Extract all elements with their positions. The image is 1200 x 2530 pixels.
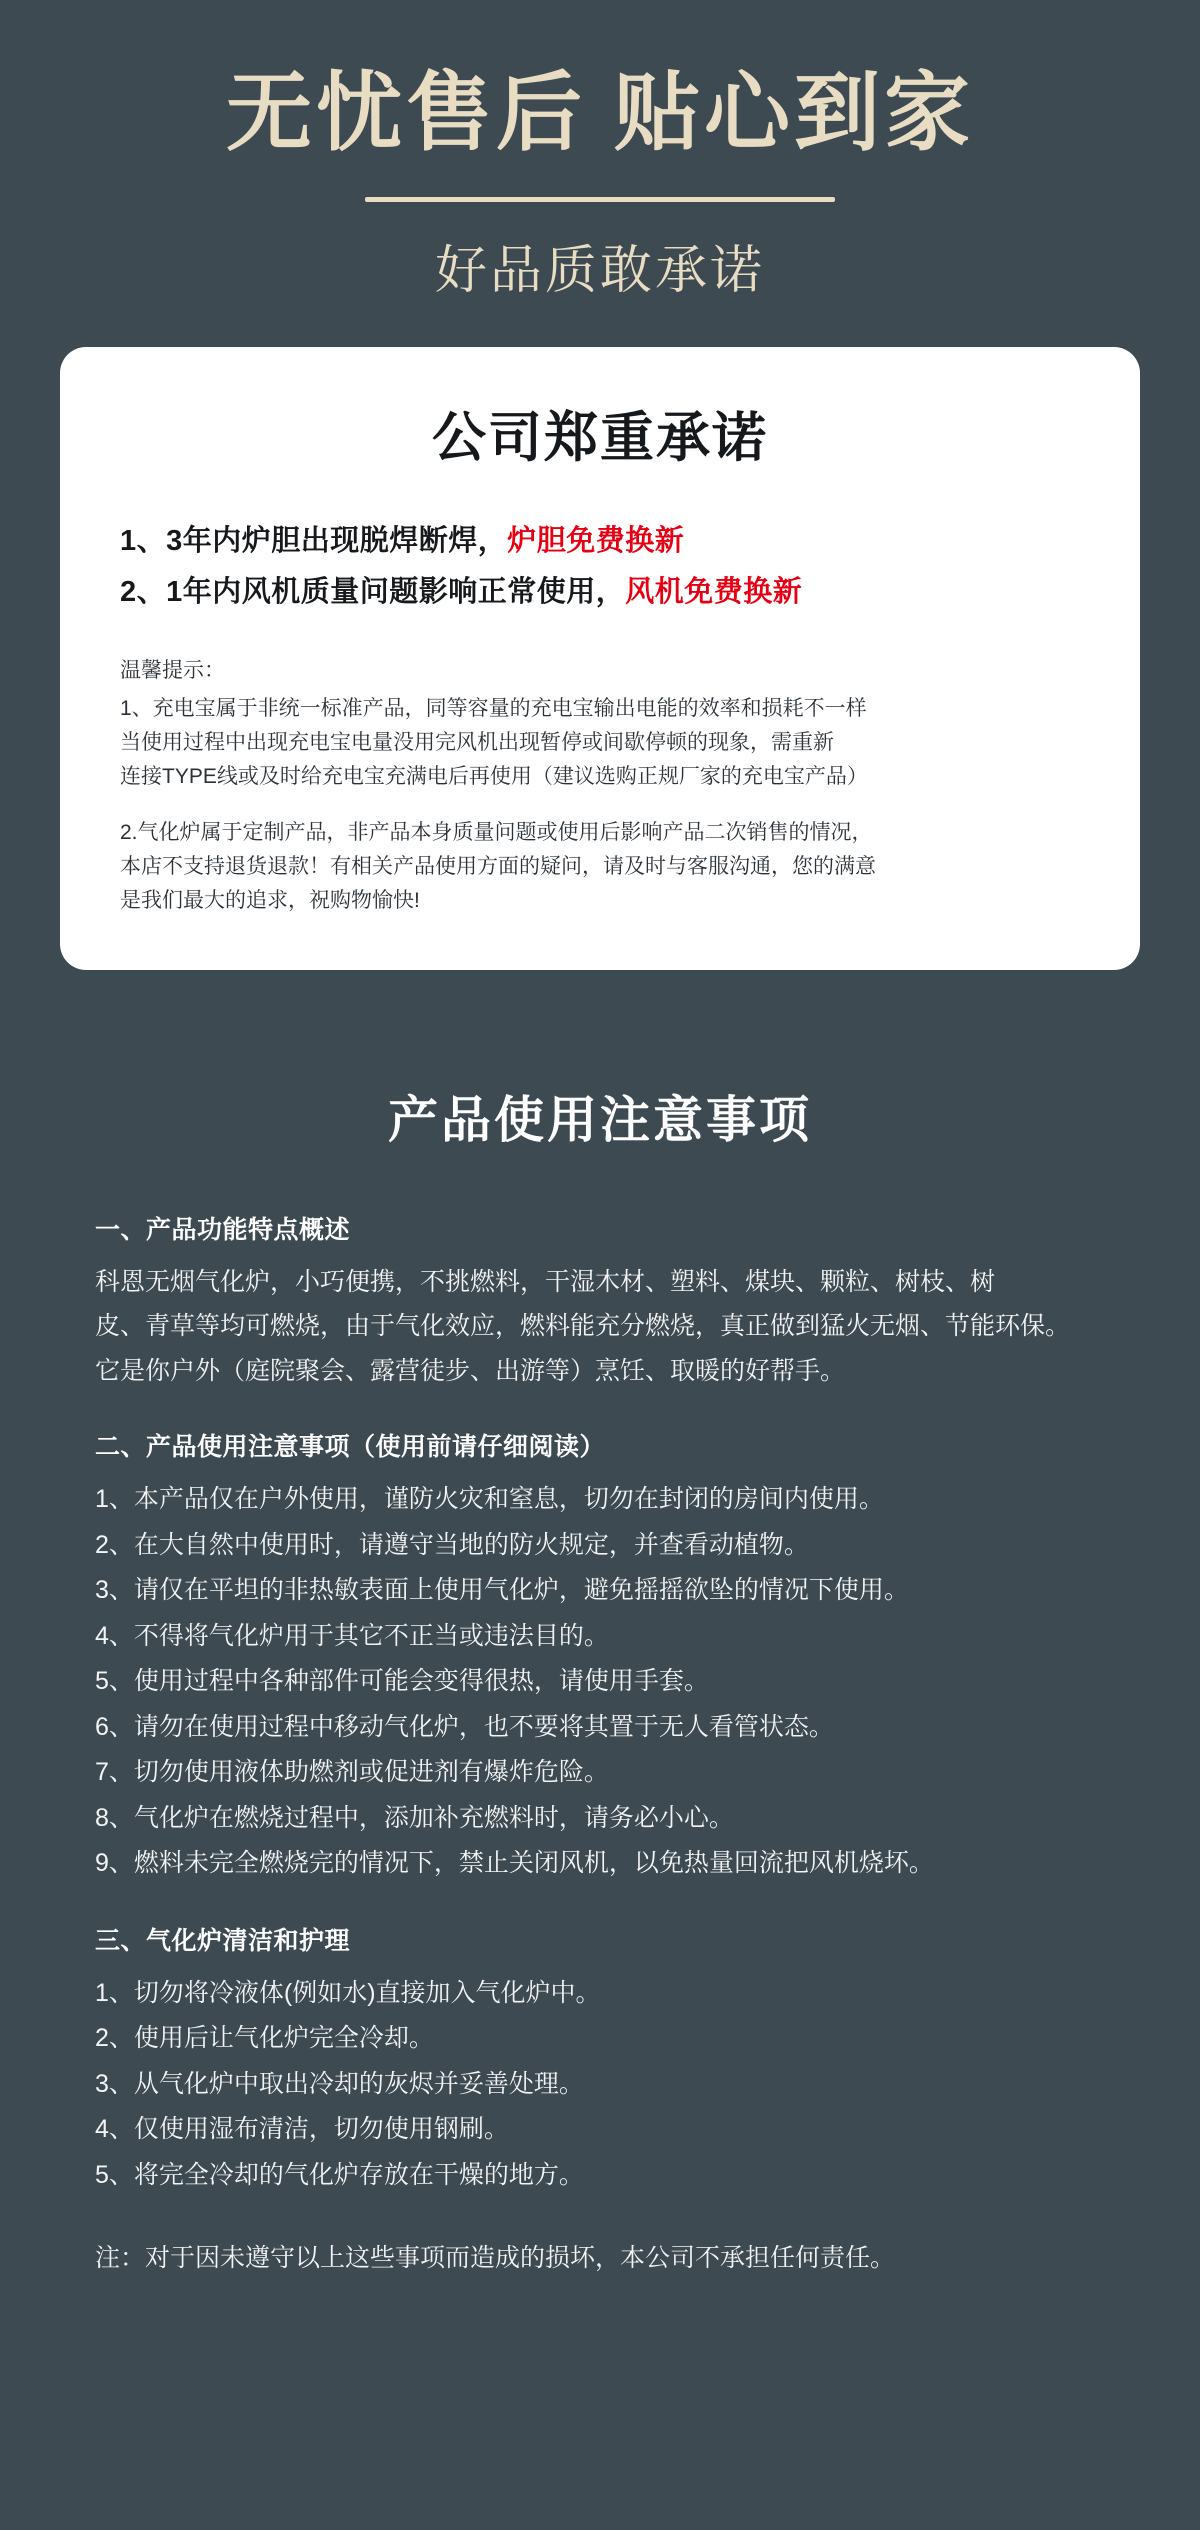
notices-group-usage: [95, 1427, 1105, 1887]
list-item: 2、在大自然中使用时，请遵守当地的防火规定，并查看动植物。: [95, 1530, 809, 1559]
hero-title: 无忧售后 贴心到家: [226, 65, 974, 161]
notices-body: [95, 1210, 1105, 2335]
group-paragraph-line: 皮、青草等均可燃烧，由于气化效应，燃料能充分燃烧，真正做到猛火无烟、节能环保。: [95, 1312, 1071, 1341]
list-item: 7、切勿使用液体助燃剂或促进剂有爆炸危险。: [95, 1758, 609, 1787]
list-item: 8、气化炉在燃烧过程中，添加补充燃料时，请务必小心。: [95, 1803, 734, 1832]
list-item: 5、将完全冷却的气化炉存放在干燥的地方。: [95, 2160, 584, 2189]
promise-item-text: 1、3年内炉胆出现脱焊断焊，: [120, 525, 508, 558]
tips-line: 是我们最大的追求，祝购物愉快!: [120, 888, 420, 912]
notices-group-overview: [95, 1210, 1105, 1394]
hero-divider: [365, 197, 835, 202]
list-item: 6、请勿在使用过程中移动气化炉，也不要将其置于无人看管状态。: [95, 1712, 834, 1741]
list-item: 2、使用后让气化炉完全冷却。: [95, 2024, 434, 2053]
tips-line: 当使用过程中出现充电宝电量没用完风机出现暂停或间歇停顿的现象，需重新: [120, 730, 834, 754]
tips-heading: 温馨提示：: [120, 658, 225, 682]
group-heading: 一、产品功能特点概述: [95, 1215, 351, 1244]
notices-section-title: 产品使用注意事项: [388, 1091, 812, 1148]
group-paragraph-line: 它是你户外（庭院聚会、露营徒步、出游等）烹饪、取暖的好帮手。: [95, 1356, 846, 1385]
group-paragraph-line: 科恩无烟气化炉，小巧便携，不挑燃料，干湿木材、塑料、煤块、颗粒、树枝、树: [95, 1267, 996, 1296]
list-item: 5、使用过程中各种部件可能会变得很热，请使用手套。: [95, 1667, 709, 1696]
promise-item-highlight: 风机免费换新: [625, 575, 803, 608]
list-item: 4、仅使用湿布清洁，切勿使用钢刷。: [95, 2115, 509, 2144]
notices-group-cleaning: [95, 1921, 1105, 2199]
list-item: 9、燃料未完全燃烧完的情况下，禁止关闭风机，以免热量回流把风机烧坏。: [95, 1849, 934, 1878]
hero-subtitle: 好品质敢承诺: [434, 242, 765, 301]
list-item: 1、本产品仅在户外使用，谨防火灾和窒息，切勿在封闭的房间内使用。: [95, 1485, 884, 1514]
tips-line: 本店不支持退货退款！有相关产品使用方面的疑问，请及时与客服沟通，您的满意: [120, 854, 876, 878]
promise-item-highlight: 炉胆免费换新: [507, 525, 685, 558]
promise-item-text: 2、1年内风机质量问题影响正常使用，: [120, 575, 626, 608]
group-heading: 三、气化炉清洁和护理: [95, 1926, 351, 1955]
promise-item: [120, 567, 1080, 618]
group-heading: 二、产品使用注意事项（使用前请仔细阅读）: [95, 1433, 606, 1462]
list-item: 3、从气化炉中取出冷却的灰烬并妥善处理。: [95, 2069, 584, 2098]
promise-card: [60, 347, 1140, 970]
promise-card-title: 公司郑重承诺: [432, 408, 768, 469]
tips-block: [120, 654, 1080, 918]
list-item: 3、请仅在平坦的非热敏表面上使用气化炉，避免摇摇欲坠的情况下使用。: [95, 1576, 909, 1605]
list-item: 1、切勿将冷液体(例如水)直接加入气化炉中。: [95, 1978, 601, 2007]
tips-line: 1、充电宝属于非统一标准产品，同等容量的充电宝输出电能的效率和损耗不一样: [120, 696, 867, 720]
promise-item: [120, 516, 1080, 567]
tips-line: 2.气化炉属于定制产品，非产品本身质量问题或使用后影响产品二次销售的情况，: [120, 820, 873, 844]
list-item: 4、不得将气化炉用于其它不正当或违法目的。: [95, 1621, 609, 1650]
tips-line: 连接TYPE线或及时给充电宝充满电后再使用（建议选购正规厂家的充电宝产品）: [120, 764, 868, 788]
notices-footnote: 注：对于因未遵守以上这些事项而造成的损坏，本公司不承担任何责任。: [95, 2244, 896, 2273]
